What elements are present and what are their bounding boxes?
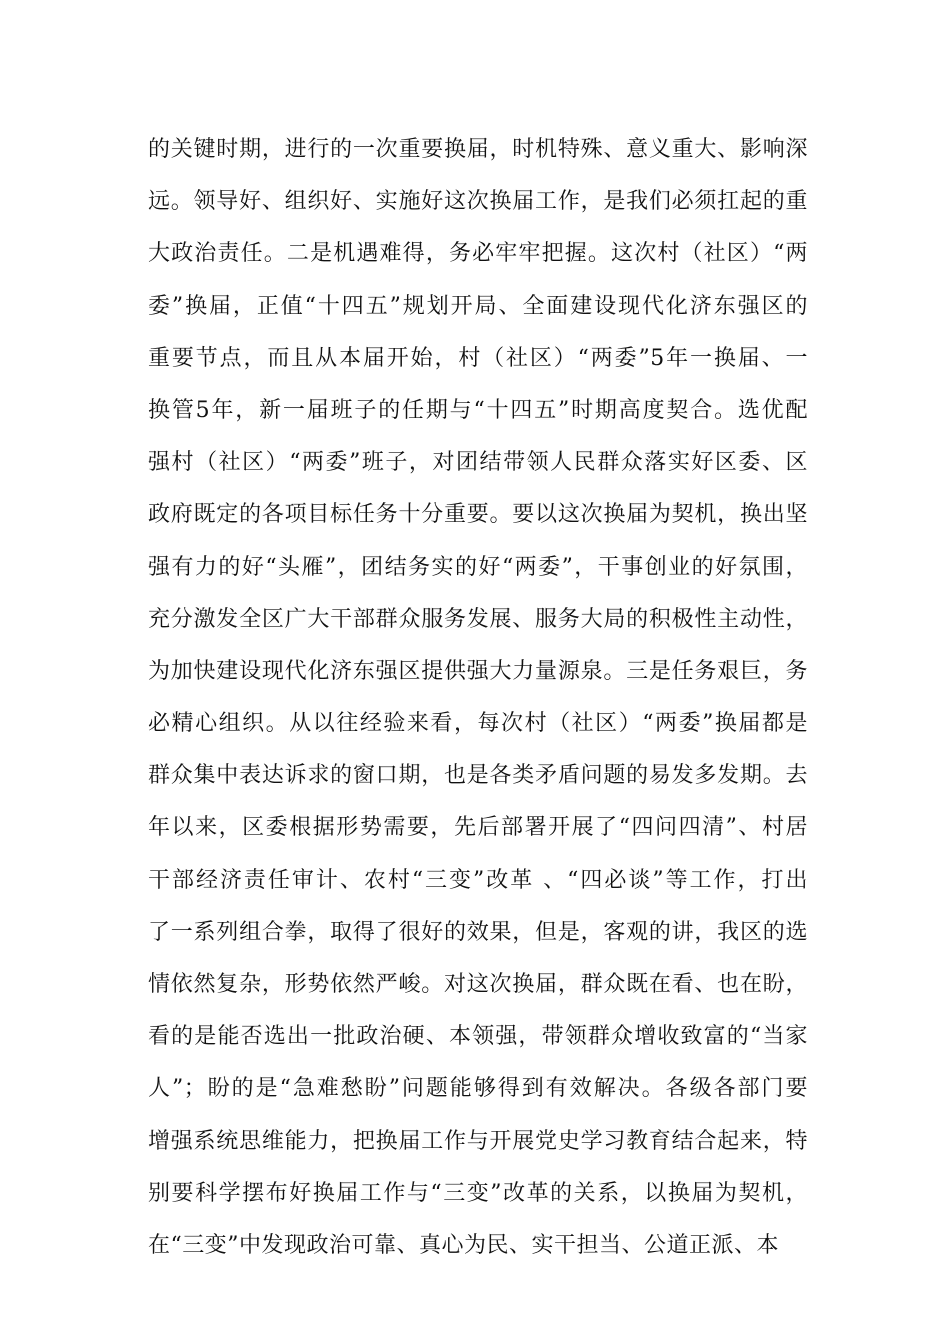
text-line: 看的是能否选出一批政治硬、本领强，带领群众增收致富的“当家: [148, 1024, 808, 1050]
text-line: 增强系统思维能力，把换届工作与开展党史学习教育结合起来，特: [148, 1128, 808, 1154]
text-line: 了一系列组合拳，取得了很好的效果，但是，客观的讲，我区的选: [148, 919, 808, 945]
text-line: 年以来，区委根据形势需要，先后部署开展了“四问四清”、村居: [148, 815, 808, 841]
body-text: [148, 130, 808, 1278]
text-line: 充分激发全区广大干部群众服务发展、服务大局的积极性主动性，: [148, 606, 808, 632]
text-line: 大政治责任。二是机遇难得，务必牢牢把握。这次村（社区）“两: [148, 241, 808, 267]
text-line: 群众集中表达诉求的窗口期，也是各类矛盾问题的易发多发期。去: [148, 763, 808, 789]
text-line: 远。领导好、组织好、实施好这次换届工作，是我们必须扛起的重: [148, 189, 808, 215]
text-line: 重要节点，而且从本届开始，村（社区）“两委”5年一换届、一: [148, 345, 808, 371]
text-line: 别要科学摆布好换届工作与“三变”改革的关系，以换届为契机，: [148, 1180, 808, 1206]
text-line: 情依然复杂，形势依然严峻。对这次换届，群众既在看、也在盼，: [148, 972, 808, 997]
text-line: 政府既定的各项目标任务十分重要。要以这次换届为契机，换出坚: [148, 502, 808, 528]
text-line: 为加快建设现代化济东强区提供强大力量源泉。三是任务艰巨，务: [148, 658, 808, 684]
text-line: 必精心组织。从以往经验来看，每次村（社区）“两委”换届都是: [148, 711, 808, 737]
text-line: 强村（社区）“两委”班子，对团结带领人民群众落实好区委、区: [148, 450, 808, 476]
text-line: 人”；盼的是“急难愁盼”问题能够得到有效解决。各级各部门要: [148, 1076, 808, 1102]
text-line: 委”换届，正值“十四五”规划开局、全面建设现代化济东强区的: [148, 293, 808, 319]
text-line: 干部经济责任审计、农村“三变”改革 、“四必谈”等工作，打出: [148, 867, 808, 893]
text-line: 的关键时期，进行的一次重要换届，时机特殊、意义重大、影响深: [148, 137, 808, 162]
text-line: 换管5年，新一届班子的任期与“十四五”时期高度契合。选优配: [148, 397, 808, 423]
text-line: 在“三变”中发现政治可靠、真心为民、实干担当、公道正派、本: [148, 1232, 779, 1258]
text-line: 强有力的好“头雁”，团结务实的好“两委”，干事创业的好氛围，: [148, 554, 808, 580]
